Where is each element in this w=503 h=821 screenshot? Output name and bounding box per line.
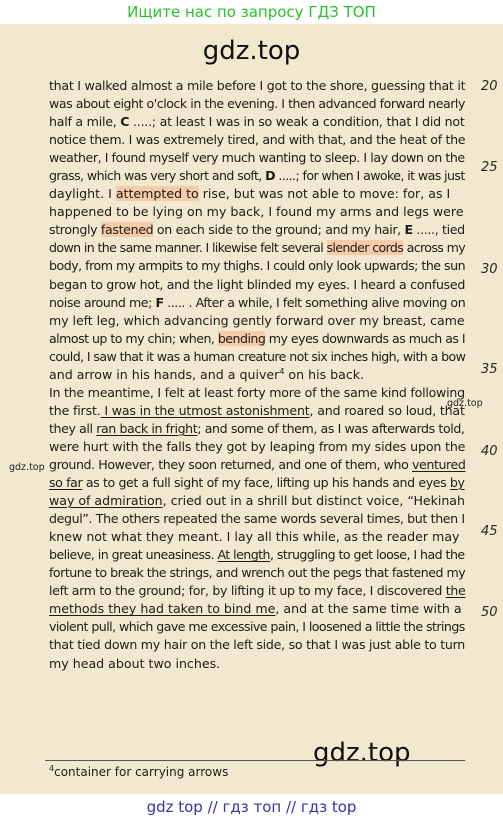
text-segment: almost up to my chin; when,	[49, 330, 218, 346]
passage-line	[49, 582, 465, 600]
passage-line	[49, 113, 465, 131]
passage-line	[49, 149, 465, 167]
highlighted-phrase: fastened	[100, 222, 154, 238]
underlined-phrase: methods they had taken to bind me	[49, 601, 276, 617]
text-segment: , and at the same time with a	[275, 601, 462, 617]
gap-marker: D	[265, 168, 275, 184]
bottom-link-bar[interactable]: gdz top // гдз топ // гдз top	[146, 798, 357, 816]
text-segment: as to get a full sight of my face, lifting up his hands and eyes	[82, 475, 450, 491]
underlined-phrase: ran back in fright	[96, 420, 198, 436]
passage-line	[49, 546, 465, 564]
line-number-35: 35	[481, 362, 498, 377]
text-segment: my head about two inches.	[49, 655, 221, 671]
passage-line	[49, 492, 465, 510]
line-number-50: 50	[481, 605, 498, 620]
passage-line	[49, 95, 465, 113]
line-number-20: 20	[481, 79, 498, 94]
text-segment: ; and some of them, as I was afterwards told,	[197, 420, 465, 436]
underlined-phrase: way of admiration	[49, 493, 163, 509]
text-segment: my eyes downwards as much as I	[265, 330, 466, 346]
passage-line	[49, 636, 465, 654]
passage-line	[49, 655, 465, 673]
text-segment: on his back.	[284, 366, 365, 382]
passage-line	[49, 564, 465, 582]
text-segment: and arrow in his hands, and a quiver	[49, 366, 280, 382]
passage-line	[49, 528, 465, 546]
text-segment: my left leg, which advancing gently forward over my breast, came	[49, 312, 465, 328]
passage-line	[49, 185, 465, 203]
text-segment: knew not what they meant. I lay all this while, as the reader may	[49, 529, 460, 545]
text-segment: ground. However, they soon returned, and one of them, who	[49, 456, 412, 472]
passage-line	[49, 257, 465, 275]
passage-line	[49, 474, 465, 492]
highlighted-phrase: slender cords	[326, 240, 404, 256]
line-number-45: 45	[481, 524, 498, 539]
underlined-phrase: by	[449, 475, 465, 491]
brand-watermark-bottom: gdz.top	[313, 738, 411, 768]
text-segment: fortune to break the strings, and wrench out the pegs that fastened my	[49, 565, 466, 581]
passage-line	[49, 77, 465, 95]
passage-line	[49, 600, 465, 618]
text-segment: they all	[49, 420, 97, 436]
text-segment: In the meantime, I felt at least forty more of the same kind following	[49, 384, 465, 400]
text-segment: weather, I found myself very much wanting to sleep. I lay down on the	[49, 150, 465, 166]
highlighted-phrase: attempted to	[115, 186, 199, 202]
text-segment: body, from my armpits to my thighs. I could only look upwards; the sun	[49, 258, 466, 274]
gap-marker: E	[404, 222, 413, 238]
text-segment: was about eight o'clock in the evening. I then advanced forward nearly	[49, 96, 465, 112]
passage-line	[49, 312, 465, 330]
text-segment: degul”. The others repeated the same words several times, but then I	[49, 511, 465, 527]
text-segment: noise around me;	[49, 294, 156, 310]
text-segment: .....; for when I awoke, it was just	[275, 168, 465, 184]
footnote-number: 4	[49, 764, 55, 773]
footnote-divider	[45, 760, 465, 761]
underlined-phrase: so far	[49, 475, 83, 491]
passage-line	[49, 203, 465, 221]
passage-line	[49, 366, 465, 384]
text-segment: the first.	[49, 402, 101, 418]
underlined-phrase: ventured	[412, 456, 466, 472]
passage-line	[49, 456, 465, 474]
passage-line	[49, 131, 465, 149]
underlined-phrase: the	[445, 583, 466, 599]
highlighted-phrase: bending	[217, 330, 266, 346]
text-segment: half a mile,	[49, 114, 121, 130]
text-segment: grass, which was very short and soft,	[49, 168, 266, 184]
text-segment: notice them. I was extremely tired, and with that, and the heat of the	[49, 132, 466, 148]
text-segment: that tied down my hair on the left side, so that I was just able to turn	[49, 637, 466, 653]
passage-line	[49, 510, 465, 528]
passage-text	[49, 77, 465, 673]
passage-line	[49, 330, 465, 348]
text-segment: strongly	[49, 222, 101, 238]
watermark-left: gdz.top	[9, 462, 45, 473]
text-segment: rise, but was not able to move: for, as I	[198, 186, 451, 202]
passage-line	[49, 294, 465, 312]
text-segment: were hurt with the falls they got by leaping from my sides upon the	[49, 438, 466, 454]
text-segment: ....., tied	[412, 222, 465, 238]
passage-line	[49, 221, 465, 239]
passage-line	[49, 276, 465, 294]
text-segment: that I walked almost a mile before I got to the shore, guessing that it	[49, 78, 466, 93]
text-segment: could, I saw that it was a human creature not six inches high, with a bow	[49, 348, 466, 364]
footnote-ref: 4	[279, 366, 285, 376]
line-number-30: 30	[481, 262, 498, 277]
text-segment: began to grow hot, and the light blinded my eyes. I heard a confused	[49, 276, 466, 292]
text-segment: violent pull, which gave me excessive pain, I loosened a little the strings	[49, 619, 465, 635]
underlined-phrase: I was in the utmost astonishment	[100, 402, 310, 418]
underlined-phrase: At length	[217, 547, 270, 563]
passage-line	[49, 420, 465, 438]
text-segment: on each side to the ground; and my hair,	[153, 222, 405, 238]
text-segment: believe, in great uneasiness.	[49, 547, 218, 563]
passage-line	[49, 384, 465, 402]
footnote	[49, 765, 228, 779]
text-segment: , and roared so loud, that	[309, 402, 465, 418]
footnote-text: container for carrying arrows	[54, 765, 229, 779]
passage-line	[49, 167, 465, 185]
text-segment: down in the same manner. I likewise felt several	[49, 240, 327, 256]
passage-line	[49, 402, 465, 420]
text-segment: .....; at least I was in so weak a condition, that I did not	[129, 114, 465, 130]
brand-watermark-top: gdz.top	[202, 36, 301, 66]
text-segment: , cried out in a shrill but distinct voice, “Hekinah	[162, 493, 465, 509]
passage-line	[49, 438, 465, 456]
text-segment: daylight. I	[49, 186, 116, 202]
gap-marker: C	[120, 114, 130, 130]
passage-line	[49, 239, 465, 257]
text-segment: left arm to the ground; for, by lifting it up to my face, I discovered	[49, 583, 446, 599]
text-segment: ..... . After a while, I felt something alive moving on	[163, 294, 466, 310]
passage-line	[49, 618, 465, 636]
text-segment: happened to be lying on my back, I found my arms and legs were	[49, 204, 464, 220]
top-banner[interactable]: Ищите нас по запросу ГДЗ ТОП	[127, 3, 376, 21]
gap-marker: F	[155, 294, 164, 310]
text-segment: across my	[403, 240, 466, 256]
passage-line	[49, 348, 465, 366]
text-segment: , struggling to get loose, I had the	[270, 547, 465, 563]
line-number-40: 40	[481, 444, 498, 459]
watermark-right: gdz.top	[447, 398, 483, 409]
line-number-25: 25	[481, 160, 498, 175]
